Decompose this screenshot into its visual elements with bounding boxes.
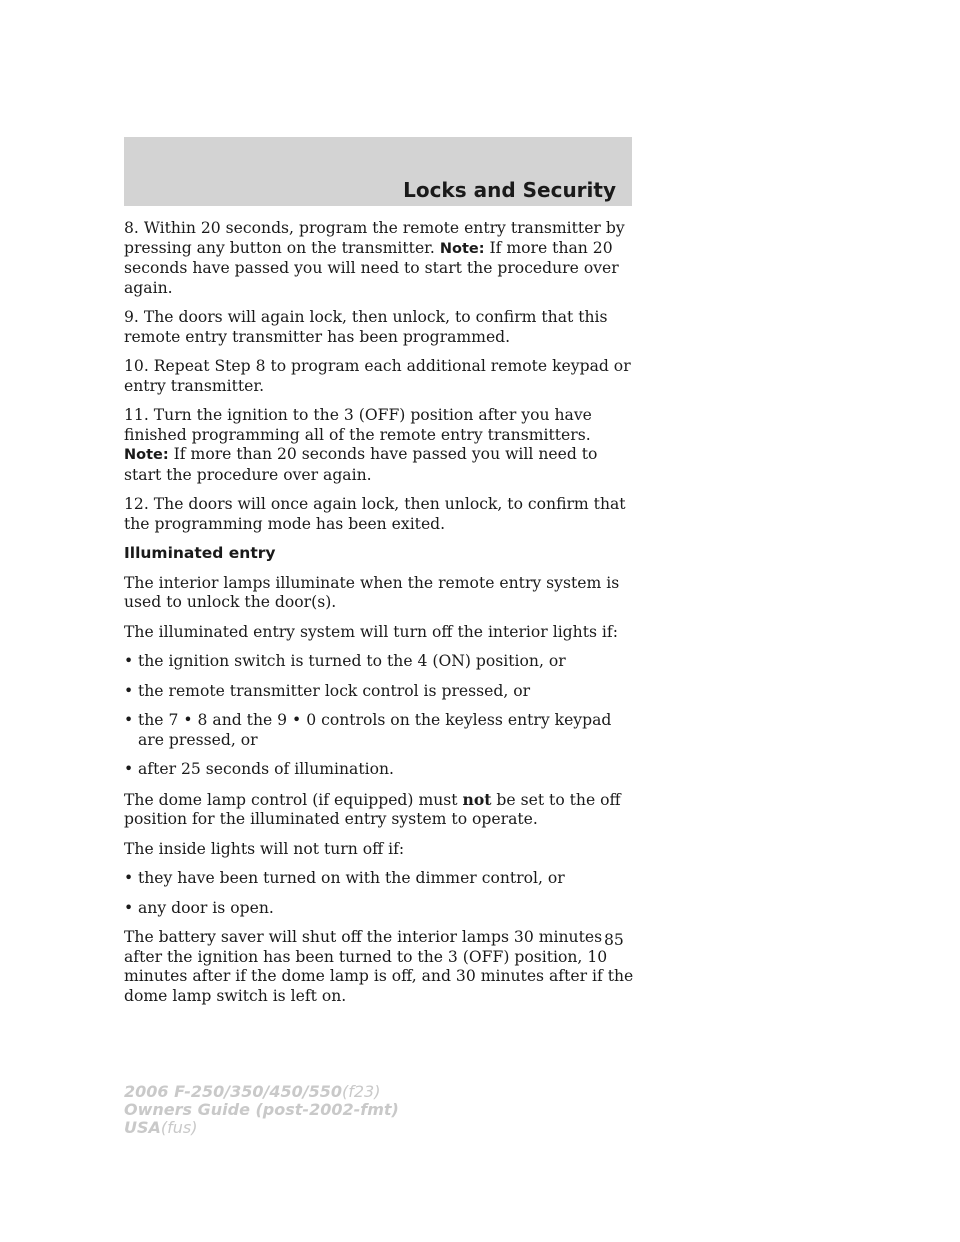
list-item-text: the ignition switch is turned to the 4 (ON) position, or — [138, 652, 566, 670]
bullet-icon: • — [124, 869, 134, 887]
step-9: 9. The doors will again lock, then unlock, to confirm that this remote entry transmitter has been programmed. — [124, 308, 608, 346]
page-number: 85 — [604, 931, 624, 949]
list-item — [124, 869, 636, 889]
list-item-text: after 25 seconds of illumination. — [138, 760, 394, 778]
footer-line-3 — [124, 1119, 399, 1137]
footer-model-code: (f23) — [342, 1082, 381, 1101]
not-off-intro: The inside lights will not turn off if: — [124, 839, 405, 858]
footer-market-code: (fus) — [160, 1118, 198, 1137]
dome-text-after: be set to the off position for the illuminated entry system to operate. — [124, 790, 621, 828]
footer-line-2: Owners Guide (post-2002-fmt) — [124, 1100, 399, 1119]
document-footer — [124, 1083, 399, 1137]
list-item-text: they have been turned on with the dimmer control, or — [138, 869, 565, 887]
footer-market: USA — [124, 1118, 161, 1137]
list-item-text: the 7 • 8 and the 9 • 0 controls on the keyless entry keypad are pressed, or — [138, 711, 612, 749]
list-item-text: any door is open. — [138, 898, 274, 917]
list-item — [124, 899, 636, 919]
step-12: 12. The doors will once again lock, then unlock, to confirm that the programming mode has been exited. — [124, 495, 626, 533]
step-8-note-text: If more than 20 seconds have passed you will need to start the procedure over again. — [124, 238, 619, 297]
bullet-icon: • — [124, 760, 134, 778]
list-item — [124, 711, 636, 750]
footer-line-1 — [124, 1083, 399, 1101]
bullet-icon: • — [124, 898, 134, 917]
bullet-icon: • — [124, 681, 134, 700]
bullet-icon: • — [124, 711, 134, 729]
illuminated-entry-heading: Illuminated entry — [124, 544, 276, 562]
step-11 — [124, 406, 636, 485]
section-header-band — [124, 137, 632, 206]
list-item — [124, 682, 636, 702]
step-11-text: 11. Turn the ignition to the 3 (OFF) position after you have finished programming all of the remote entry transmitters. — [124, 406, 592, 444]
step-11-note-text: If more than 20 seconds have passed you will need to start the procedure over again. — [124, 445, 598, 484]
dome-lamp-paragraph — [124, 790, 636, 830]
turn-off-list — [124, 652, 636, 780]
not-off-list — [124, 869, 636, 918]
step-10: 10. Repeat Step 8 to program each additional remote keypad or entry transmitter. — [124, 357, 631, 395]
step-11-note-label: Note: — [124, 447, 169, 463]
dome-text-emphasis: not — [462, 789, 492, 809]
list-item-text: the remote transmitter lock control is pressed, or — [138, 681, 531, 700]
page-content — [124, 219, 636, 1016]
list-item — [124, 652, 636, 672]
bullet-icon: • — [124, 652, 134, 670]
list-item — [124, 760, 636, 780]
step-8-note-label: Note: — [439, 240, 485, 257]
footer-model: 2006 F-250/350/450/550 — [124, 1082, 342, 1101]
step-8-text: 8. Within 20 seconds, program the remote entry transmitter by pressing any button on the transmitter. — [124, 219, 625, 257]
dome-text-before: The dome lamp control (if equipped) must — [124, 790, 463, 809]
step-8 — [124, 219, 636, 298]
turn-off-intro: The illuminated entry system will turn off the interior lights if: — [124, 622, 618, 641]
battery-saver-paragraph: The battery saver will shut off the interior lamps 30 minutes after the ignition has been turned to the 3 (OFF) position, 10 minutes after if the dome lamp is off, and 30 minutes after if the dome lamp switch is left on. — [124, 928, 634, 1005]
section-title: Locks and Security — [403, 178, 616, 202]
illuminated-entry-intro: The interior lamps illuminate when the remote entry system is used to unlock the door(s). — [124, 573, 620, 611]
